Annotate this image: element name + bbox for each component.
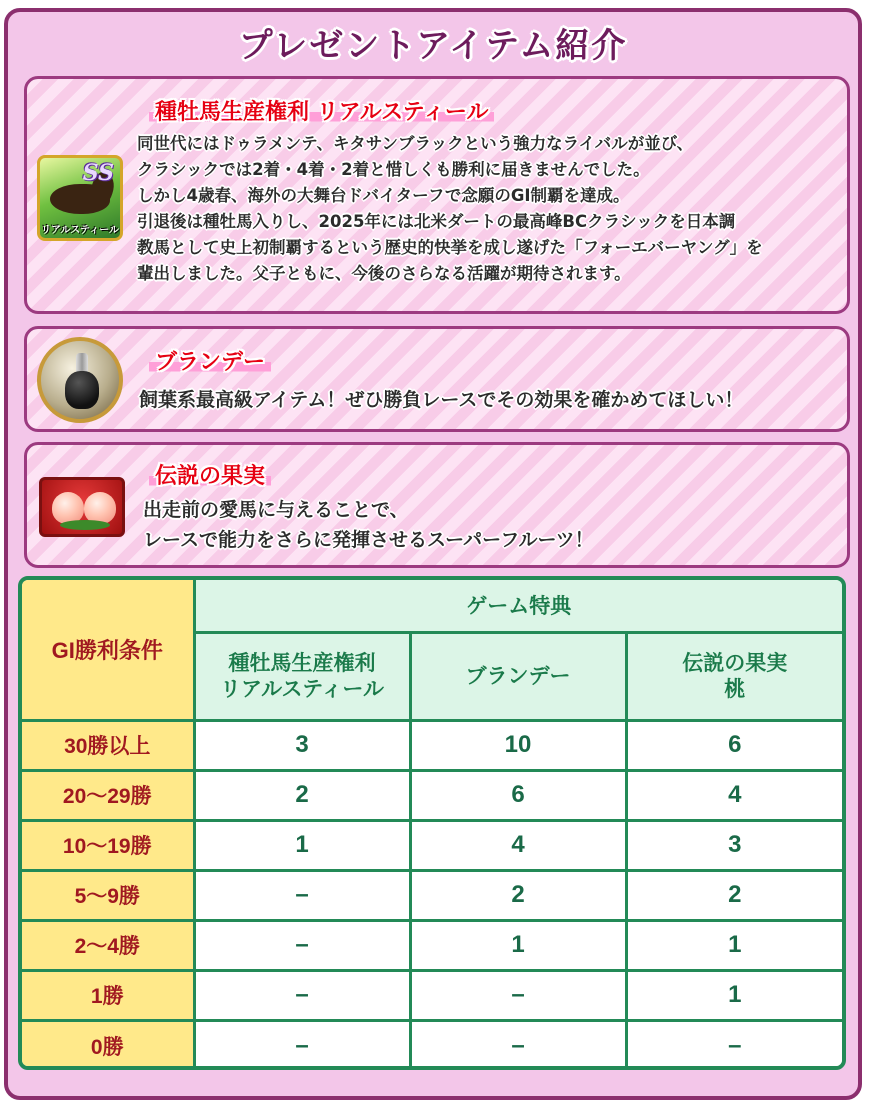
item-card-legend-fruit — [24, 442, 850, 568]
brandy-bottle-icon — [37, 337, 123, 423]
reward-quantity-cell: 2 — [194, 770, 410, 820]
item-description — [143, 495, 594, 555]
condition-header: GI勝利条件 — [22, 580, 194, 720]
description-line: クラシックでは2着・4着・2着と惜しくも勝利に届きませんでした。 — [137, 160, 650, 179]
page-title: プレゼントアイテム紹介 — [238, 26, 628, 66]
table-row — [22, 820, 842, 870]
column-header — [626, 632, 842, 720]
bottle-neck-shape — [76, 353, 88, 373]
reward-table — [18, 576, 846, 1070]
game-bonus-header: ゲーム特典 — [194, 580, 842, 632]
reward-quantity-cell: 3 — [194, 720, 410, 770]
reward-quantity-cell: 6 — [410, 770, 626, 820]
item-description — [139, 387, 743, 413]
horse-card-label: リアルスティール — [40, 225, 120, 236]
leaf-shape — [60, 520, 110, 530]
item-title: 種牡馬生産権利 リアルスティール — [149, 95, 494, 126]
table-row — [22, 970, 842, 1020]
description-line: しかし4歳春、海外の大舞台ドバイターフで念願のGI制覇を達成。 — [137, 186, 630, 205]
win-condition-label: 5〜9勝 — [22, 870, 194, 920]
win-condition-label: 10〜19勝 — [22, 820, 194, 870]
description-line: 引退後は種牡馬入りし、2025年には北米ダートの最高峰BCクラシックを日本調 — [137, 212, 736, 231]
win-condition-label: 0勝 — [22, 1020, 194, 1070]
win-condition-label: 1勝 — [22, 970, 194, 1020]
win-condition-label: 2〜4勝 — [22, 920, 194, 970]
reward-quantity-cell: 1 — [410, 920, 626, 970]
reward-quantity-cell: – — [194, 1020, 410, 1070]
item-description — [137, 131, 763, 287]
reward-quantity-cell: 10 — [410, 720, 626, 770]
reward-quantity-cell: – — [194, 970, 410, 1020]
description-line: レースで能力をさらに発揮させるスーパーフルーツ！ — [143, 529, 594, 551]
description-line: 出走前の愛馬に与えることで、 — [143, 499, 409, 521]
reward-quantity-cell: 4 — [410, 820, 626, 870]
horse-ss-card-icon — [37, 155, 123, 241]
reward-quantity-cell: – — [410, 1020, 626, 1070]
bottle-body-shape — [65, 371, 99, 409]
description-line: 同世代にはドゥラメンテ、キタサンブラックという強力なライバルが並び、 — [137, 134, 694, 153]
reward-quantity-cell: 1 — [626, 920, 842, 970]
column-header-line: 伝説の果実 — [682, 651, 788, 675]
table-row — [22, 1020, 842, 1070]
description-line: 飼葉系最高級アイテム！ぜひ勝負レースでその効果を確かめてほしい！ — [139, 389, 744, 411]
column-header — [194, 632, 410, 720]
column-header — [410, 632, 626, 720]
table-row — [22, 870, 842, 920]
reward-quantity-cell: 4 — [626, 770, 842, 820]
column-header-line: ブランデー — [465, 664, 571, 688]
reward-table-grid — [22, 580, 842, 1070]
column-header-line: 種牡馬生産権利 — [228, 651, 376, 675]
reward-quantity-cell: 2 — [626, 870, 842, 920]
table-row — [22, 770, 842, 820]
ss-rank-badge: SS — [82, 160, 114, 186]
peach-fruit-icon — [39, 477, 125, 537]
win-condition-label: 20〜29勝 — [22, 770, 194, 820]
reward-quantity-cell: 3 — [626, 820, 842, 870]
item-title: 伝説の果実 — [149, 459, 271, 490]
column-header-line: リアルスティール — [219, 677, 384, 701]
reward-quantity-cell: 6 — [626, 720, 842, 770]
table-row — [22, 720, 842, 770]
reward-quantity-cell: 1 — [626, 970, 842, 1020]
reward-quantity-cell: 1 — [194, 820, 410, 870]
reward-quantity-cell: – — [410, 970, 626, 1020]
reward-quantity-cell: – — [194, 920, 410, 970]
win-condition-label: 30勝以上 — [22, 720, 194, 770]
description-line: 教馬として史上初制覇するという歴史的快挙を成し遂げた「フォーエバーヤング」を — [137, 238, 763, 257]
reward-quantity-cell: – — [194, 870, 410, 920]
table-row — [22, 920, 842, 970]
item-card-brandy — [24, 326, 850, 432]
item-title: ブランデー — [149, 345, 271, 376]
reward-quantity-cell: – — [626, 1020, 842, 1070]
description-line: 輩出しました。父子ともに、今後のさらなる活躍が期待されます。 — [137, 264, 631, 283]
column-header-line: 桃 — [724, 677, 746, 701]
reward-quantity-cell: 2 — [410, 870, 626, 920]
item-card-real-steel — [24, 76, 850, 314]
